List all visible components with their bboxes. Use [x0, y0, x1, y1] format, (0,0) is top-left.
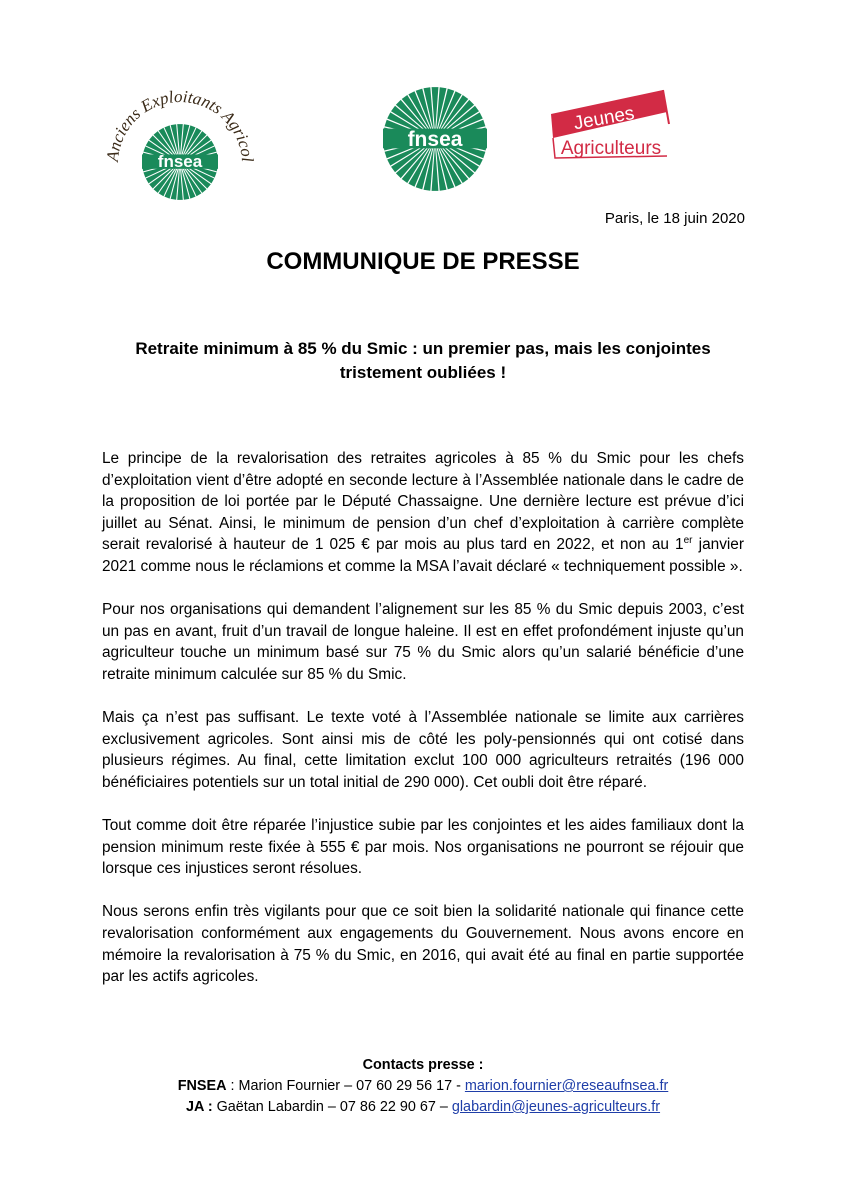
logo-brand-text: fnsea [157, 152, 203, 171]
release-date: Paris, le 18 juin 2020 [604, 210, 745, 227]
paragraph-2: Pour nos organisations qui demandent l’alignement sur les 85 % du Smic depuis 2003, c’est un pas en avant, fruit d’un travail de longue haleine. Il est en effet profondément injuste qu’un agriculteur touche un minimum basé sur 75 % du Smic alors qu’un salarié bénéficie d’une retraite minimum calculée sur 85 % du Smic. [102, 601, 744, 683]
logo-line2: Agriculteurs [560, 138, 662, 159]
paragraph-1: Le principe de la revalorisation des retraites agricoles à 85 % du Smic pour les chefs d’exploitation vient d’être adopté en seconde lecture à l’Assemblée nationale dans le cadre de la proposition de loi portée par le Député Chassaigne. Une dernière lecture est prévue d’ici juillet au Sénat. Ainsi, le minimum de pension d’un chef d’exploitation à carrière complète serait revalorisé à hauteur de 1 025 € par mois au plus tard en 2022, et non au 1er janvier 2021 comme nous le réclamions et comme la MSA l’avait déclaré « techniquement possible ». [102, 450, 744, 575]
jeunes-agriculteurs-logo [545, 84, 675, 174]
email-link-fnsea[interactable]: marion.fournier@reseaufnsea.fr [464, 1078, 669, 1094]
page-title: COMMUNIQUE DE PRESSE [266, 248, 580, 275]
contact-fnsea: FNSEA : Marion Fournier – 07 60 29 56 17 - marion.fournier@reseaufnsea.fr [177, 1078, 669, 1094]
body-text [102, 448, 744, 1009]
svg-text:Anciens Exploitants Agricoles [100, 72, 257, 164]
paragraph-4: Tout comme doit être réparée l’injustice subie par les conjointes et les aides familiaux dont la pension minimum reste fixée à 555 € par mois. Nos organisations ne pourront se réjouir que lorsque ces injustices seront résolues. [102, 817, 744, 878]
press-contacts [0, 1055, 846, 1118]
contact-ja: JA : Gaëtan Labardin – 07 86 22 90 67 – glabardin@jeunes-agriculteurs.fr [185, 1099, 661, 1115]
paragraph-5: Nous serons enfin très vigilants pour que ce soit bien la solidarité nationale qui finance cette revalorisation conformément aux engagements du Gouvernement. Nous avons encore en mémoire la revalorisation à 75 % du Smic, en 2016, qui avait été au final en partie supportée par les actifs agricoles. [102, 903, 744, 986]
logo-arc-text: Anciens Exploitants Agricol [102, 86, 257, 163]
anciens-exploitants-logo [100, 72, 260, 202]
logo-brand-text: fnsea [407, 128, 463, 151]
logo-line1: Jeunes [572, 102, 637, 135]
contacts-heading: Contacts presse : [362, 1057, 484, 1073]
headline: Retraite minimum à 85 % du Smic : un premier pas, mais les conjointes tristement oubliées ! [135, 339, 711, 382]
paragraph-3: Mais ça n’est pas suffisant. Le texte voté à l’Assemblée nationale se limite aux carrières exclusivement agricoles. Sont ainsi mis de côté les poly-pensionnés qui ont cotisé dans plusieurs régimes. Au final, cette limitation exclut 100 000 agriculteurs retraités (196 000 bénéficiaires potentiels sur un total initial de 290 000). Cet oubli doit être réparé. [102, 709, 744, 791]
fnsea-logo [380, 84, 490, 194]
email-link-ja[interactable]: glabardin@jeunes-agriculteurs.fr [451, 1099, 661, 1115]
